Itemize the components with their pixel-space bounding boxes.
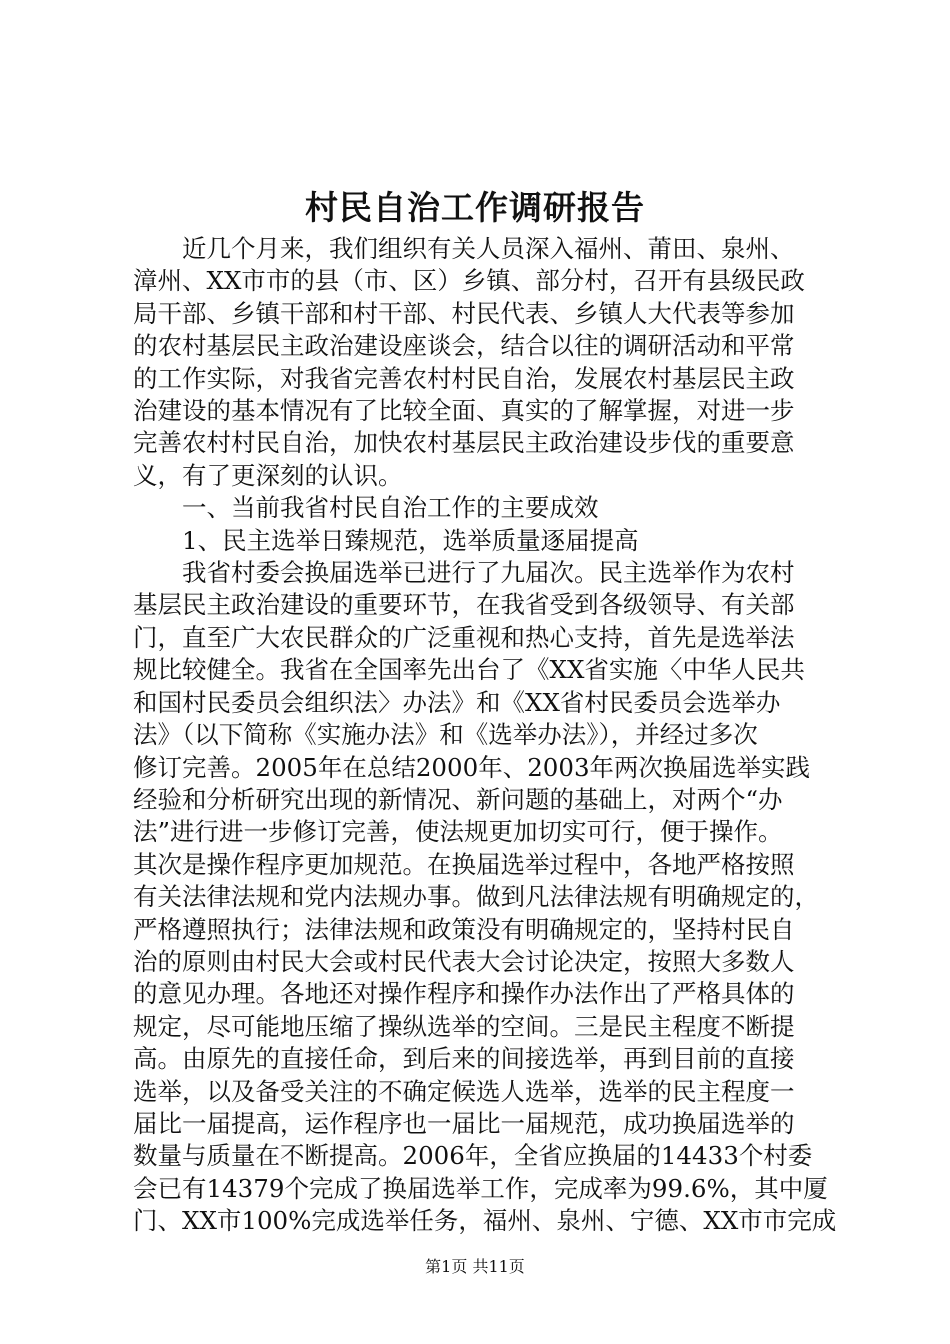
text-line: 漳州、XX市市的县（市、区）乡镇、部分村，召开有县级民政: [133, 266, 805, 296]
document-title: 村民自治工作调研报告: [305, 188, 645, 227]
subsection-heading: 1、民主选举日臻规范，选举质量逐届提高: [182, 525, 639, 555]
text-line: 修订完善。2005年在总结2000年、2003年两次换届选举实践: [133, 752, 811, 782]
text-line: 完善农村村民自治，加快农村基层民主政治建设步伐的重要意: [133, 428, 795, 458]
text-line: 义，有了更深刻的认识。: [133, 460, 403, 490]
text-line: 规比较健全。我省在全国率先出台了《XX省实施〈中华人民共: [133, 655, 805, 685]
page-number-footer: 第1页 共11页: [425, 1257, 525, 1276]
text-line: 治建设的基本情况有了比较全面、真实的了解掌握，对进一步: [133, 396, 795, 426]
text-line: 的工作实际，对我省完善农村村民自治，发展农村基层民主政: [133, 363, 795, 393]
text-line: 有关法律法规和党内法规办事。做到凡法律法规有明确规定的，: [133, 882, 819, 912]
text-line: 局干部、乡镇干部和村干部、村民代表、乡镇人大代表等参加: [133, 298, 795, 328]
text-line: 近几个月来，我们组织有关人员深入福州、莆田、泉州、: [182, 234, 795, 263]
text-line: 规定，尽可能地压缩了操纵选举的空间。三是民主程度不断提: [133, 1011, 795, 1041]
text-line: 的农村基层民主政治建设座谈会，结合以往的调研活动和平常: [133, 331, 795, 361]
text-line: 和国村民委员会组织法〉办法》和《XX省村民委员会选举办: [133, 687, 781, 717]
text-line: 严格遵照执行；法律法规和政策没有明确规定的，坚持村民自: [133, 914, 795, 944]
text-line: 高。由原先的直接任命，到后来的间接选举，再到目前的直接: [133, 1044, 795, 1074]
section-heading: 一、当前我省村民自治工作的主要成效: [182, 493, 599, 523]
text-line: 选举，以及备受关注的不确定候选人选举，选举的民主程度一: [133, 1076, 795, 1106]
text-line: 门，直至广大农民群众的广泛重视和热心支持，首先是选举法: [133, 622, 795, 652]
text-line: 法》（以下简称《实施办法》和《选举办法》），并经过多次: [133, 720, 758, 750]
document-body: [133, 233, 837, 1238]
text-line: 基层民主政治建设的重要环节，在我省受到各级领导、有关部: [133, 590, 795, 620]
text-line: 的意见办理。各地还对操作程序和操作办法作出了严格具体的: [133, 979, 795, 1009]
text-line: 经验和分析研究出现的新情况、新问题的基础上，对两个“办: [133, 784, 783, 814]
text-line: 我省村委会换届选举已进行了九届次。民主选举作为农村: [182, 558, 795, 588]
text-line: 数量与质量在不断提高。2006年，全省应换届的14433个村委: [133, 1141, 813, 1171]
text-line: 门、XX市100%完成选举任务，福州、泉州、宁德、XX市市完成: [133, 1206, 837, 1236]
text-line: 会已有14379个完成了换届选举工作，完成率为99.6%，其中厦: [133, 1173, 828, 1203]
text-line: 届比一届提高，运作程序也一届比一届规范，成功换届选举的: [133, 1108, 795, 1138]
text-line: 法”进行进一步修订完善，使法规更加切实可行，便于操作。: [133, 817, 783, 847]
text-line: 其次是操作程序更加规范。在换届选举过程中，各地严格按照: [133, 849, 795, 879]
text-line: 治的原则由村民大会或村民代表大会讨论决定，按照大多数人: [133, 946, 795, 976]
